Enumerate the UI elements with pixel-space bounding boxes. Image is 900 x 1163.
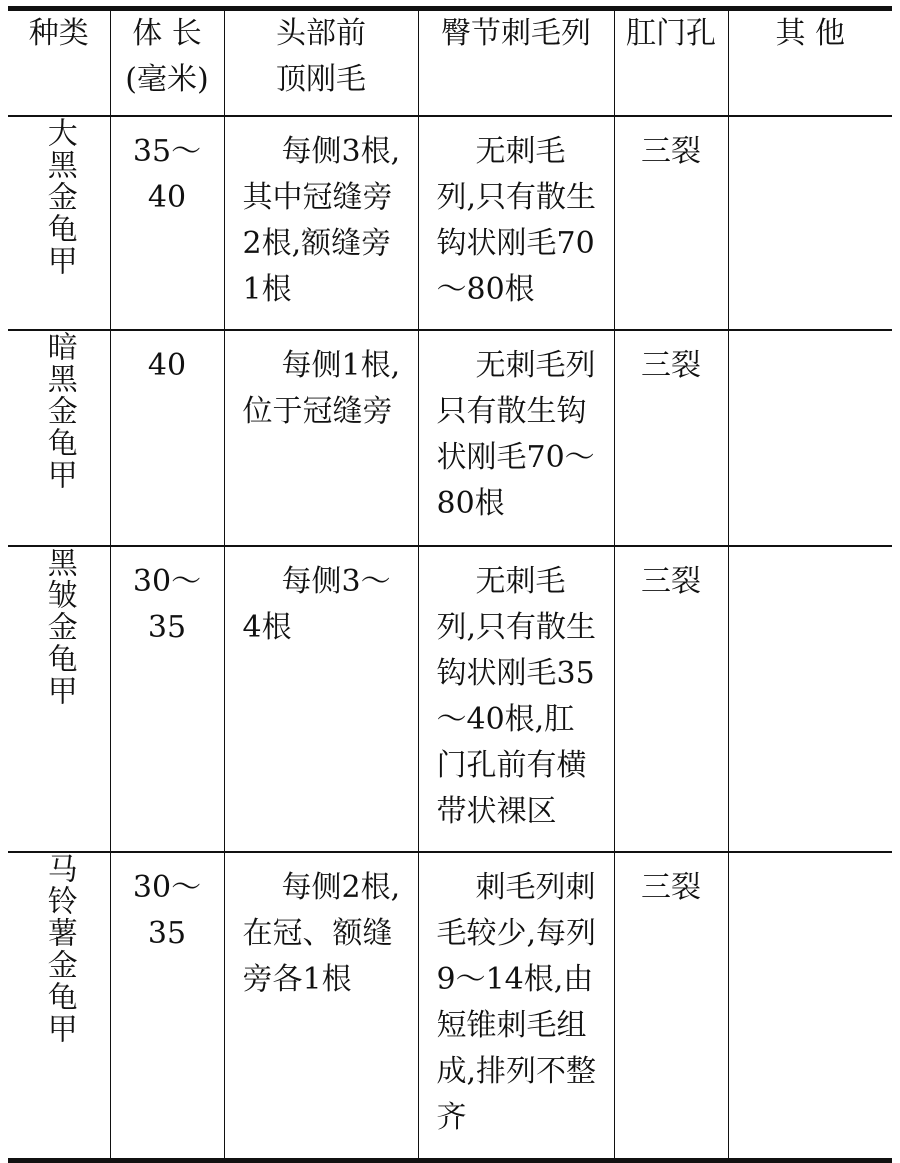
anus-cell: 三裂 [614, 330, 728, 546]
species-name: 暗黑金龟甲 [41, 331, 77, 491]
species-comparison-table [8, 6, 892, 1163]
anal-setae-cell: 刺毛列刺毛较少,每列9～14根,由短锥刺毛组成,排列不整齐 [418, 852, 614, 1160]
anal-setae-cell: 无刺毛列,只有散生钩状刚毛70～80根 [418, 116, 614, 330]
other-cell [728, 546, 892, 852]
other-cell [728, 852, 892, 1160]
anus-cell: 三裂 [614, 852, 728, 1160]
species-name: 黑皱金龟甲 [41, 547, 77, 707]
body-length-cell: 30～35 [110, 852, 224, 1160]
table-row [8, 546, 892, 852]
head-setae-cell: 每侧3根,其中冠缝旁2根,额缝旁1根 [224, 116, 418, 330]
table-row [8, 330, 892, 546]
header-body-length: 体 长 (毫米) [110, 9, 224, 117]
species-cell [8, 852, 110, 1160]
body-length-cell: 40 [110, 330, 224, 546]
header-anal-setae: 臀节刺毛列 [418, 9, 614, 117]
species-name: 大黑金龟甲 [41, 117, 77, 277]
table-row [8, 852, 892, 1160]
anus-cell: 三裂 [614, 116, 728, 330]
anal-setae-cell: 无刺毛列只有散生钩状刚毛70～80根 [418, 330, 614, 546]
other-cell [728, 330, 892, 546]
header-species: 种类 [8, 9, 110, 117]
body-length-cell: 35～40 [110, 116, 224, 330]
anus-cell: 三裂 [614, 546, 728, 852]
header-row [8, 9, 892, 117]
species-cell [8, 330, 110, 546]
species-cell [8, 546, 110, 852]
species-name: 马铃薯金龟甲 [41, 853, 77, 1045]
table-row [8, 116, 892, 330]
anal-setae-cell: 无刺毛列,只有散生钩状刚毛35～40根,肛门孔前有横带状裸区 [418, 546, 614, 852]
header-other: 其 他 [728, 9, 892, 117]
head-setae-cell: 每侧3～4根 [224, 546, 418, 852]
header-anus: 肛门孔 [614, 9, 728, 117]
head-setae-cell: 每侧2根,在冠、额缝旁各1根 [224, 852, 418, 1160]
body-length-cell: 30～35 [110, 546, 224, 852]
header-head-setae: 头部前 顶刚毛 [224, 9, 418, 117]
species-cell [8, 116, 110, 330]
other-cell [728, 116, 892, 330]
head-setae-cell: 每侧1根,位于冠缝旁 [224, 330, 418, 546]
